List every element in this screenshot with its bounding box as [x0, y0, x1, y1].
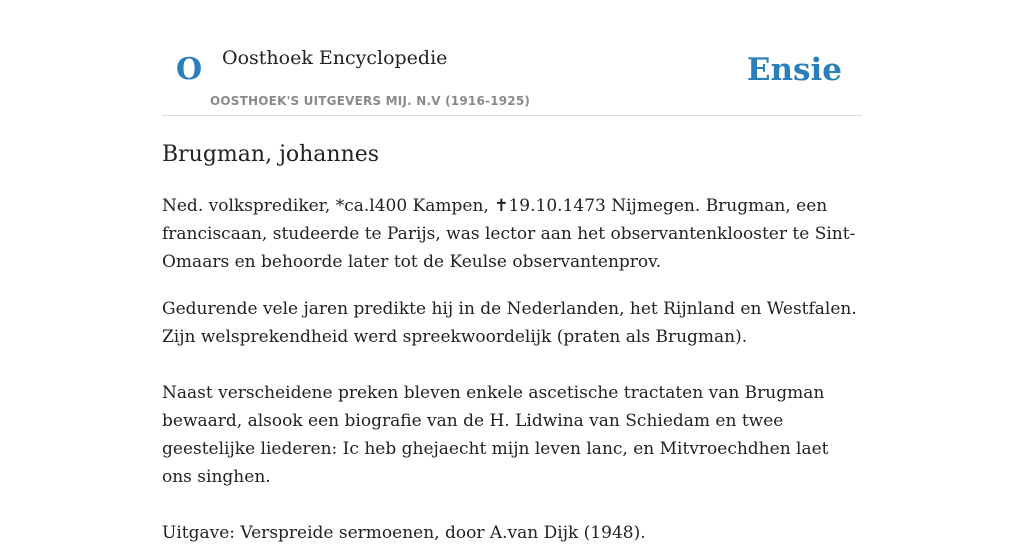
entry-title: Brugman, johannes [162, 142, 380, 167]
entry-body [162, 192, 862, 547]
source-header [162, 0, 862, 116]
source-logo[interactable]: O [176, 52, 203, 87]
article-card [162, 0, 862, 543]
entry-paragraph: Uitgave: Verspreide sermoenen, door A.van Dijk (1948). [162, 523, 646, 543]
source-title[interactable]: Oosthoek Encyclopedie [222, 47, 448, 69]
entry-paragraph: Ned. volksprediker, *ca.l400 Kampen, ✝19.10.1473 Nijmegen. Brugman, een franciscaan, studeerde te Parijs, was lector aan het observantenklooster te Sint-Omaars en behoorde later tot de Keulse observantenprov. [162, 196, 856, 272]
entry-paragraph: Gedurende vele jaren predikte hij in de Nederlanden, het Rijnland en Westfalen. Zijn welsprekendheid werd spreekwoordelijk (praten als Brugman). [162, 299, 857, 347]
entry-paragraph: Naast verscheidene preken bleven enkele ascetische tractaten van Brugman bewaard, alsook een biografie van de H. Lidwina van Schiedam en twee geestelijke liederen: Ic heb ghejaecht mijn leven lanc, en Mitvroechdhen laet ons singhen. [162, 383, 829, 487]
source-subtitle: OOSTHOEK'S UITGEVERS MIJ. N.V (1916-1925) [210, 94, 531, 108]
ensie-logo[interactable]: Ensie [746, 52, 842, 88]
